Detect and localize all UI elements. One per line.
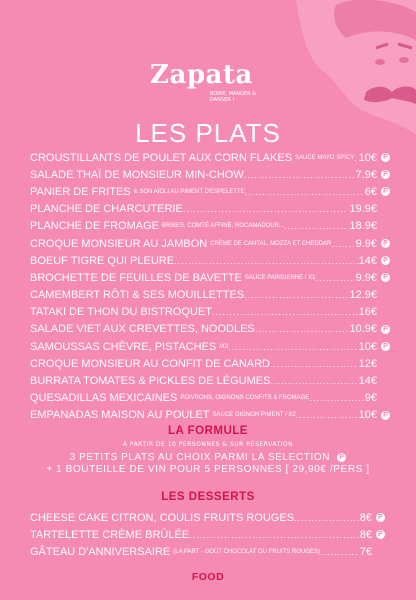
item-name: TARTELETTE CRÈME BRÛLÉE: [30, 528, 190, 541]
badge-p-icon: P: [381, 325, 390, 334]
item-price: 10€: [358, 409, 377, 422]
dish-row: [30, 149, 390, 166]
dish-row: [30, 321, 390, 338]
item-name: CHEESE CAKE CITRON, COULIS FRUITS ROUGES: [30, 511, 295, 524]
item-price: 10€: [358, 151, 377, 164]
item-name: CROQUE MONSIEUR AU CONFIT DE CANARD: [30, 357, 270, 370]
item-description: & SON AÏOLI AU PIMENT D'ESPELETTE: [133, 188, 245, 195]
brand-name: Zapata: [150, 60, 253, 90]
dessert-row: [30, 543, 385, 560]
item-price: 14€: [358, 375, 377, 388]
dot-leader: [284, 221, 348, 231]
dot-leader: [296, 410, 358, 420]
item-name: CROQUE MONSIEUR AU JAMBON: [30, 237, 208, 250]
dot-leader: [255, 324, 349, 334]
dot-leader: [189, 530, 359, 540]
badge-p-icon: P: [381, 273, 390, 282]
item-name: TATAKI DE THON DU BISTROQUET: [30, 306, 212, 319]
dot-leader: [270, 376, 357, 386]
dish-list: [30, 149, 390, 424]
item-price: 18.9€: [349, 220, 377, 233]
badge-p-icon: P: [376, 530, 385, 539]
badge-p-icon: P: [381, 187, 390, 196]
dish-row: [30, 183, 390, 200]
badge-p-icon: P: [381, 153, 390, 162]
item-description: POIVRONS, OIGNONS CONFITS & FROMAGE: [180, 395, 310, 402]
formule-line-1: [0, 452, 416, 463]
item-price: 12.9€: [349, 289, 377, 302]
item-name: CROUSTILLANTS DE POULET AUX CORN FLAKES: [30, 151, 293, 164]
brand-logo: [150, 60, 257, 103]
dot-leader: [174, 256, 358, 266]
item-name: BROCHETTE DE FEUILLES DE BAVETTE: [30, 271, 242, 284]
dish-row: [30, 269, 390, 286]
item-name: BOEUF TIGRE QUI PLEURE: [30, 254, 175, 267]
item-price: 7.9€: [355, 168, 377, 181]
item-description: CRÈME DE CANTAL, MOZZA ET CHEDDAR: [210, 240, 332, 247]
formule-line-1-text: 3 PETITS PLATS AU CHOIX PARMI LA SELECTION: [69, 452, 331, 463]
item-name: PLANCHE DE CHARCUTERIE: [30, 203, 183, 216]
item-price: 19.9€: [349, 203, 377, 216]
item-description: SAUCE PARISIENNE / X1: [244, 274, 316, 281]
desserts-title: LES DESSERTS: [161, 491, 255, 503]
item-description: (LA PART - GOÛT CHOCOLAT OU FRUITS ROUGES): [173, 548, 320, 555]
dish-row: [30, 372, 390, 389]
item-name: SAMOUSSAS CHÈVRE, PISTACHES: [30, 340, 217, 353]
item-price: 8€: [359, 511, 372, 524]
item-price: 10€: [358, 340, 377, 353]
dot-leader: [183, 204, 349, 214]
dessert-row: [30, 526, 385, 543]
dish-row: [30, 287, 390, 304]
dot-leader: [354, 153, 357, 163]
dish-row: [30, 407, 390, 424]
item-name: QUESADILLAS MEXICAINES: [30, 392, 178, 405]
item-price: 8€: [359, 528, 372, 541]
badge-p-icon: P: [381, 239, 390, 248]
item-name: GÂTEAU D'ANNIVERSAIRE: [30, 545, 171, 558]
dish-row: [30, 338, 390, 355]
item-description: /X3: [219, 343, 229, 350]
dot-leader: [244, 170, 355, 180]
dot-leader: [228, 342, 357, 352]
dish-row: [30, 201, 390, 218]
menu-title: LES PLATS: [135, 118, 281, 148]
dish-row: [30, 218, 390, 235]
dish-row: [30, 355, 390, 372]
dish-row: [30, 304, 390, 321]
dessert-list: [30, 509, 385, 561]
item-price: 7€: [359, 545, 372, 558]
item-description: SAUCE OIGNON PIMENT / X2: [212, 412, 296, 419]
item-name: CAMEMBERT RÔTI & SES MOUILLETTES: [30, 289, 245, 302]
badge-p-icon: P: [339, 453, 345, 461]
dessert-row: [30, 509, 385, 526]
dot-leader: [244, 290, 348, 300]
badge-p-icon: P: [381, 256, 390, 265]
item-description: BRIBES, COMTÉ AFFINÉ, ROCAMADOUR...: [161, 223, 284, 230]
dot-leader: [245, 187, 364, 197]
item-price: 12€: [358, 357, 377, 370]
item-price: 6€: [364, 185, 377, 198]
badge-p-icon: P: [381, 411, 390, 420]
dish-row: [30, 390, 390, 407]
formule-line-2: + 1 BOUTEILLE DE VIN POUR 5 PERSONNES [ 29,90€ /PERS ]: [46, 464, 370, 475]
brand-tagline: BOIRE, MANGER & DANSER !: [210, 91, 257, 103]
item-price: 9.9€: [355, 237, 377, 250]
badge-p-icon: P: [381, 170, 390, 179]
item-name: SALADE THAÏ DE MONSIEUR MIN-CHOW: [30, 168, 244, 181]
formule-title: LA FORMULE: [168, 425, 248, 437]
item-name: EMPANADAS MAISON AU POULET: [30, 409, 210, 422]
footer-label: FOOD: [191, 571, 225, 583]
item-name: BURRATA TOMATES & PICKLES DE LÉGUMES: [30, 375, 271, 388]
dish-row: [30, 252, 390, 269]
dot-leader: [320, 547, 359, 557]
item-name: PANIER DE FRITES: [30, 185, 131, 198]
badge-p-icon: P: [376, 513, 385, 522]
dot-leader: [331, 239, 354, 249]
dot-leader: [309, 393, 363, 403]
item-price: 9€: [364, 392, 377, 405]
item-price: 16€: [358, 306, 377, 319]
item-description: SAUCE MAYO SPICY: [295, 154, 355, 161]
dish-row: [30, 235, 390, 252]
dot-leader: [270, 359, 358, 369]
dish-row: [30, 166, 390, 183]
item-price: 14€: [358, 254, 377, 267]
badge-p-icon: P: [381, 342, 390, 351]
item-name: PLANCHE DE FROMAGE: [30, 220, 159, 233]
dot-leader: [212, 307, 358, 317]
item-name: SALADE VIET AUX CREVETTES, NOODLES: [30, 323, 255, 336]
dot-leader: [294, 513, 359, 523]
formule-subtitle: À PARTIR DE 10 PERSONNES & SUR RÉSERVATION: [122, 441, 294, 448]
item-price: 9.9€: [355, 271, 377, 284]
dot-leader: [315, 273, 354, 283]
item-price: 10.9€: [349, 323, 377, 336]
